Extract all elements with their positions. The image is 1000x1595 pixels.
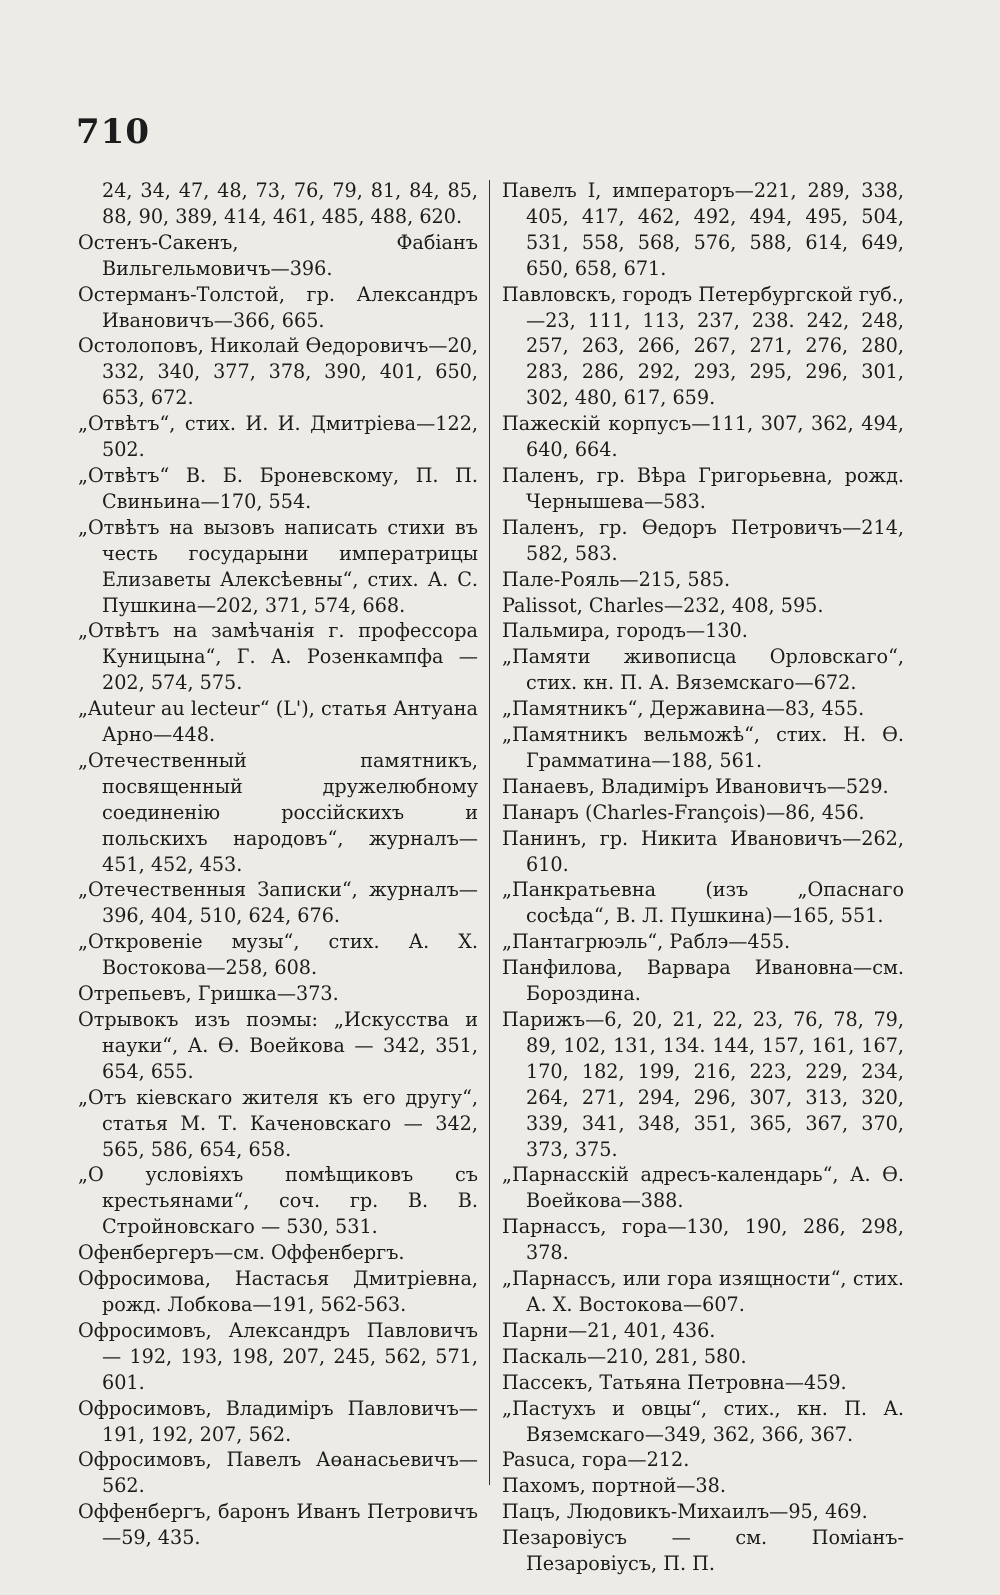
index-entry: Пахомъ, портной—38. xyxy=(502,1474,726,1498)
index-column-left xyxy=(78,178,478,1551)
index-entry: „Отвѣтъ на вызовъ написать стихи въ честь государыни императрицы Елизаветы Алексѣевны“, стих. А. С. Пушкина—202, 371, 574, 668. xyxy=(78,515,478,617)
index-entry: „Памяти живописца Орловскаго“, стих. кн. П. А. Вяземскаго—672. xyxy=(502,645,904,695)
index-entry: „Парнасскій адресъ-календарь“, А. Ө. Воейкова—388. xyxy=(502,1163,904,1213)
column-divider xyxy=(489,180,490,1485)
index-entry: Павелъ I, императоръ—221, 289, 338, 405, 417, 462, 492, 494, 495, 504, 531, 558, 568, 576, 588, 614, 649, 650, 658, 671. xyxy=(502,179,904,280)
index-entry: Панинъ, гр. Никита Ивановичъ—262, 610. xyxy=(502,826,904,876)
index-entry: Пажескій корпусъ—111, 307, 362, 494, 640, 664. xyxy=(502,412,904,462)
index-entry: „Парнассъ, или гора изящности“, стих. А. Х. Востокова—607. xyxy=(502,1267,904,1316)
index-entry: Павловскъ, городъ Петербургской губ.,—23, 111, 113, 237, 238. 242, 248, 257, 263, 266, 267, 271, 276, 280, 283, 286, 292, 293, 295, 296, 301, 302, 480, 617, 659. xyxy=(502,282,905,410)
index-entry: „Откровеніе музы“, стих. А. Х. Востокова—258, 608. xyxy=(78,930,478,980)
index-entry: Офросимовъ, Александръ Павловичъ — 192, 193, 198, 207, 245, 562, 571, 601. xyxy=(78,1318,478,1394)
index-entry: „Отъ кіевскаго жителя къ его другу“, статья М. Т. Каченовскаго — 342, 565, 586, 654, 658. xyxy=(78,1085,478,1161)
index-entry: Пезаровіусъ — см. Поміанъ-Пезаровіусъ, П. П. xyxy=(502,1526,904,1576)
index-entry: „Пантагрюэль“, Раблэ—455. xyxy=(502,930,791,954)
index-entry: „Памятникъ вельможѣ“, стих. Н. Ө. Грамматина—188, 561. xyxy=(502,723,904,772)
index-entry: Pasuca, гора—212. xyxy=(502,1448,690,1472)
index-entry: Офросимова, Настасья Дмитріевна, рожд. Лобкова—191, 562-563. xyxy=(78,1267,478,1316)
index-entry: Парижъ—6, 20, 21, 22, 23, 76, 78, 79, 89, 102, 131, 134. 144, 157, 161, 167, 170, 182, 199, 216, 223, 229, 234, 264, 271, 294, 296, 307, 313, 320, 339, 341, 348, 351, 365, 367, 370, 373, 375. xyxy=(502,1008,904,1161)
index-entry: „О условіяхъ помѣщиковъ съ крестьянами“, соч. гр. В. В. Стройновскаго — 530, 531. xyxy=(78,1163,478,1239)
index-entry: Пале-Рояль—215, 585. xyxy=(502,567,731,591)
index-entry: „Памятникъ“, Державина—83, 455. xyxy=(502,697,865,721)
page-number: 710 xyxy=(76,112,150,152)
index-entry: „Отвѣтъ“, стих. И. И. Дмитріева—122, 502. xyxy=(78,412,478,462)
index-entry: Паленъ, гр. Вѣра Григорьевна, рожд. Чернышева—583. xyxy=(502,463,904,513)
index-entry: Остерманъ-Толстой, гр. Александръ Ивановичъ—366, 665. xyxy=(78,282,478,332)
index-entry: Офросимовъ, Павелъ Аөанасьевичъ—562. xyxy=(78,1448,478,1498)
index-entry: „Отвѣтъ на замѣчанія г. профессора Куницына“, Г. А. Розенкампфа — 202, 574, 575. xyxy=(78,619,478,695)
index-entry: Паскаль—210, 281, 580. xyxy=(502,1344,747,1368)
index-entry: Панаевъ, Владиміръ Ивановичъ—529. xyxy=(502,774,889,798)
index-entry: „Отечественныя Записки“, журналъ—396, 404, 510, 624, 676. xyxy=(78,878,478,928)
index-entry: Офросимовъ, Владиміръ Павловичъ—191, 192, 207, 562. xyxy=(78,1396,478,1446)
index-column-right xyxy=(502,178,904,1577)
index-entry: „Отечественный памятникъ, посвященный дружелюбному соединенію россійскихъ и польскихъ народовъ“, журналъ—451, 452, 453. xyxy=(78,748,478,876)
index-entry: 24, 34, 47, 48, 73, 76, 79, 81, 84, 85, 88, 90, 389, 414, 461, 485, 488, 620. xyxy=(102,179,478,228)
index-entry: Парни—21, 401, 436. xyxy=(502,1318,716,1342)
index-entry: „Пастухъ и овцы“, стих., кн. П. А. Вяземскаго—349, 362, 366, 367. xyxy=(502,1396,904,1446)
index-entry: Palissot, Charles—232, 408, 595. xyxy=(502,593,824,617)
index-entry: „Auteur au lecteur“ (L'), статья Антуана Арно—448. xyxy=(78,697,478,747)
index-entry: Парнассъ, гора—130, 190, 286, 298, 378. xyxy=(502,1215,904,1265)
index-entry: Пацъ, Людовикъ-Михаилъ—95, 469. xyxy=(502,1500,868,1524)
index-entry: Пассекъ, Татьяна Петровна—459. xyxy=(502,1370,847,1394)
index-entry: Отрывокъ изъ поэмы: „Искусства и науки“, А. Ө. Воейкова — 342, 351, 654, 655. xyxy=(78,1008,478,1083)
index-entry: Панаръ (Charles-François)—86, 456. xyxy=(502,800,865,824)
index-entry: Паленъ, гр. Өедоръ Петровичъ—214, 582, 583. xyxy=(502,515,904,565)
index-entry: Остенъ-Сакенъ, Фабіанъ Вильгельмовичъ—396. xyxy=(78,230,478,280)
index-entry: Отрепьевъ, Гришка—373. xyxy=(78,982,339,1006)
index-entry: Пальмира, городъ—130. xyxy=(502,619,748,643)
index-entry: „Отвѣтъ“ В. Б. Броневскому, П. П. Свиньина—170, 554. xyxy=(78,463,478,513)
index-entry: Панфилова, Варвара Ивановна—см. Бороздина. xyxy=(502,956,904,1006)
index-entry: Офенбергеръ—см. Оффенбергъ. xyxy=(78,1241,405,1265)
index-entry: „Панкратьевна (изъ „Опаснаго сосѣда“, В. Л. Пушкина)—165, 551. xyxy=(502,878,904,928)
index-entry: Остолоповъ, Николай Өедоровичъ—20, 332, 340, 377, 378, 390, 401, 650, 653, 672. xyxy=(78,334,478,410)
index-entry: Оффенбергъ, баронъ Иванъ Петровичъ—59, 435. xyxy=(78,1500,478,1550)
